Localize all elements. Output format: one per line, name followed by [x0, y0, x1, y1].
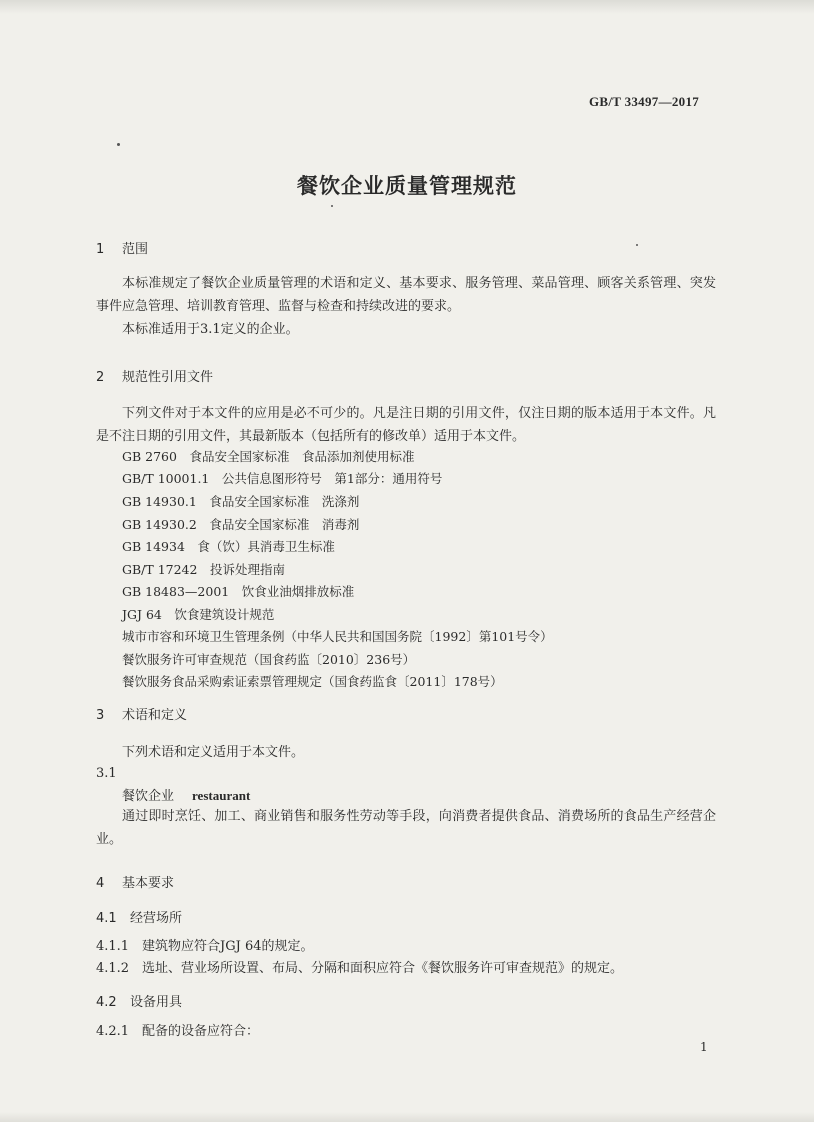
scan-edge-top — [0, 0, 814, 14]
reference-item: GB/T 17242 投诉处理指南 — [122, 562, 285, 577]
reference-item: GB 14930.2 食品安全国家标准 消毒剂 — [122, 517, 360, 532]
subsection-4-1-heading — [96, 907, 182, 926]
clause-text: 配备的设备应符合： — [142, 1024, 260, 1039]
clause-text: 建筑物应符合JGJ 64的规定。 — [142, 939, 314, 954]
section-1-heading — [96, 238, 148, 257]
scan-edge-bottom — [0, 1112, 814, 1122]
clause-number: 4.2.1 — [96, 1024, 130, 1039]
subsection-number: 4.2 — [96, 995, 117, 1010]
reference-item: GB 14934 食（饮）具消毒卫生标准 — [122, 539, 335, 554]
term-english: restaurant — [192, 788, 251, 803]
section-number: 2 — [96, 370, 105, 385]
section-title: 范围 — [122, 242, 149, 257]
scan-speck — [117, 143, 120, 146]
section-title: 规范性引用文件 — [122, 370, 214, 385]
reference-item: GB/T 10001.1 公共信息图形符号 第1部分：通用符号 — [122, 471, 443, 486]
clause-4-2-1 — [96, 1021, 259, 1043]
clause-number: 4.1.1 — [96, 939, 130, 954]
clause-number: 4.1.2 — [96, 961, 130, 976]
section-number: 3 — [96, 708, 105, 723]
section-4-heading — [96, 872, 174, 891]
scan-speck — [331, 205, 333, 207]
subsection-4-2-heading — [96, 991, 182, 1010]
term-chinese: 餐饮企业 — [122, 789, 175, 804]
term-definition: 通过即时烹饪、加工、商业销售和服务性劳动等手段，向消费者提供食品、消费场所的食品生产经营企业。 — [96, 809, 716, 847]
reference-item: JGJ 64 饮食建筑设计规范 — [122, 607, 275, 622]
document-number: GB/T 33497—2017 — [589, 94, 700, 109]
section-title: 术语和定义 — [122, 708, 188, 723]
reference-item: 城市市容和环境卫生管理条例（中华人民共和国国务院〔1992〕第101号令） — [122, 629, 553, 644]
reference-item: GB 18483—2001 饮食业油烟排放标准 — [122, 584, 355, 599]
clause-4-1-1 — [96, 936, 313, 958]
scope-paragraph-1: 本标准规定了餐饮企业质量管理的术语和定义、基本要求、服务管理、菜品管理、顾客关系管理、突发事件应急管理、培训教育管理、监督与检查和持续改进的要求。 — [96, 276, 716, 314]
subsection-number: 4.1 — [96, 911, 117, 926]
section-number: 4 — [96, 876, 105, 891]
page-number: 1 — [700, 1040, 708, 1054]
document-title: 餐饮企业质量管理规范 — [297, 174, 517, 198]
scope-paragraph-2: 本标准适用于3.1定义的企业。 — [122, 322, 299, 337]
section-3-heading — [96, 704, 187, 723]
clause-4-1-2 — [96, 958, 623, 980]
scan-speck — [636, 244, 638, 246]
reference-item: 餐饮服务许可审查规范（国食药监〔2010〕236号） — [122, 652, 416, 667]
subsection-title: 经营场所 — [130, 911, 183, 926]
terms-intro: 下列术语和定义适用于本文件。 — [122, 745, 305, 760]
subsection-title: 设备用具 — [130, 995, 183, 1010]
reference-item: GB 14930.1 食品安全国家标准 洗涤剂 — [122, 494, 360, 509]
reference-item: GB 2760 食品安全国家标准 食品添加剂使用标准 — [122, 449, 415, 464]
reference-item: 餐饮服务食品采购索证索票管理规定（国食药监食〔2011〕178号） — [122, 674, 503, 689]
references-intro: 下列文件对于本文件的应用是必不可少的。凡是注日期的引用文件，仅注日期的版本适用于本文件。凡是不注日期的引用文件，其最新版本（包括所有的修改单）适用于本文件。 — [96, 406, 716, 444]
section-title: 基本要求 — [122, 876, 175, 891]
clause-text: 选址、营业场所设置、布局、分隔和面积应符合《餐饮服务许可审查规范》的规定。 — [142, 961, 624, 976]
term-number: 3.1 — [96, 766, 117, 781]
section-number: 1 — [96, 242, 105, 257]
section-2-heading — [96, 366, 213, 385]
